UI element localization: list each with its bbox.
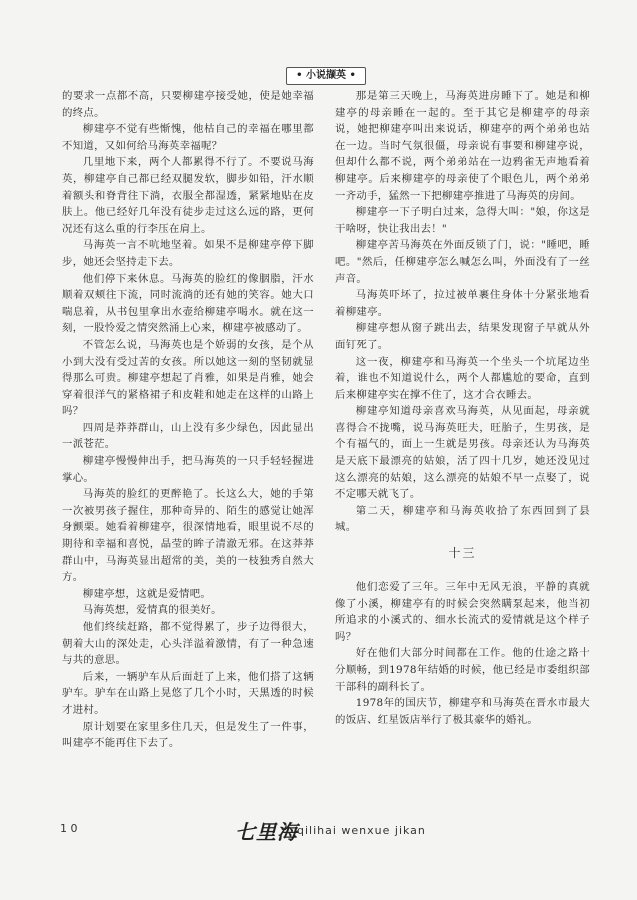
paragraph: 第二天，柳建亭和马海英收拾了东西回到了县城。: [335, 504, 590, 534]
paragraph: 他们恋爱了三年。三年中无风无浪，平静的真就像了小溪，柳建亭有的时候会突然瞒泵起来，他当初所追求的小溪式的、细水长流式的爱情就是这个样子吗？: [335, 581, 590, 643]
paragraph: 柳建亭想从窗子跳出去，结果发现窗子早就从外面钉死了。: [335, 322, 590, 351]
paragraph: 他们停下来休息。马海英的脸红的像胭脂，汗水顺着双颊往下流，同时流淌的还有她的笑容。她大口喘息着，从书包里拿出水壶给柳建亭喝水。就在这一刻，一股怜爱之情突然涌上心来，柳建亭被感动了。: [62, 272, 314, 335]
paragraph: 马海英想，爱情真的很美好。: [82, 604, 222, 617]
paragraph: 柳建亭慢慢伸出手，把马海英的一只手轻轻握进掌心。: [62, 455, 314, 484]
section-label-banner: • 小说撷英 •: [286, 67, 366, 85]
paragraph: 几里地下来，两个人都累得不行了。不要说马海英，柳建亭自己都已经双腿发软，脚步如铅，汗水顺着额头和脊背往下淌，衣服全都湿透，紧紧地贴在皮肤上。他已经好几年没有徒步走过这么远的路，更何况还有这么重的行李压在肩上。: [62, 156, 314, 235]
paragraph: 后来，一辆驴车从后面赶了上来，他们搭了这辆驴车。驴车在山路上晃悠了几个小时，天黑透的时候才进村。: [62, 670, 314, 716]
paragraph: 好在他们大部分时间都在工作。他的仕途之路十分顺畅，到1978年结婚的时候，他已经是市委组织部干部科的副科长了。: [335, 647, 590, 693]
page-footer: [0, 822, 637, 852]
paragraph: 马海英吓坏了，拉过被单裹住身体十分紧张地看着柳建亭。: [335, 289, 590, 318]
paragraph: 柳建亭不觉有些惭愧，他枯自己的幸福在哪里都不知道，又如何给马海英幸福呢？: [62, 123, 314, 152]
paragraph: 柳建亭一下子明白过来，急得大叫："娘，你这是干啥呀，快让我出去！": [335, 206, 590, 235]
journal-logo: 七里海: [235, 820, 298, 844]
paragraph: 这一夜，柳建亭和马海英一个坐头一个坑尾边坐着，谁也不知道说什么，两个人都尴尬的要命，直到后来柳建亭实在撑不住了，这才合衣睡去。: [335, 355, 590, 401]
paragraph: 不管怎么说，马海英也是个娇弱的女孩，是个从小到大没有受过苦的女孩。所以她这一刻的坚韧就显得那么可贵。柳建亭想起了肖雅，如果是肖雅，她会穿着很洋气的紧格裙子和皮鞋和她走在这样的山路上吗？: [62, 338, 314, 418]
page-number: 1 0: [60, 822, 78, 835]
left-column: [62, 88, 314, 752]
paragraph: 四周是莽莽群山，山上没有多少绿色，因此显出一派苍茫。: [62, 421, 314, 451]
right-column-top: [335, 88, 590, 536]
right-column-bottom: [335, 579, 590, 728]
paragraph: 柳建亭苦马海英在外面反锁了门，说："睡吧，睡吧。"然后，任柳建亭怎么喊怎么叫，外面没有了一丝声音。: [335, 239, 590, 285]
right-column: [335, 88, 590, 728]
paragraph: 马海英的脸红的更醉艳了。长这么大，她的手第一次被男孩子握住，那种奇异的、陌生的感觉让她浑身颤栗。她看着柳建亭，很深情地看，眼里说不尽的期待和幸福和喜悦，晶莹的眸子清澈无邪。在这莽莽群山中，马海英显出超常的美，美的一枝独秀自然大方。: [62, 488, 314, 584]
paragraph: 的要求一点都不高，只要柳建亭接受她，使是她幸福的终点。: [62, 90, 314, 119]
paragraph: 原计划要在家里多住几天，但是发生了一件事，叫建亭不能再住下去了。: [62, 720, 314, 750]
paragraph: 1978年的国庆节，柳建亭和马海英在晋水市最大的饭店、红星饭店举行了极其豪华的婚礼。: [335, 697, 590, 726]
paragraph: 马海英一言不吭地坚着。如果不是柳建亭停下脚步，她还会坚持走下去。: [62, 239, 314, 268]
paragraph: 他们终续赶路，都不觉得累了，步子边得很大，朝着大山的深处走，心头洋溢着激情，有了一种急速与共的意思。: [62, 621, 314, 667]
section-number: 十三: [448, 546, 477, 561]
journal-pinyin: qilihai wenxue jikan: [297, 824, 426, 837]
paragraph: 柳建亭想，这就是爱情吧。: [82, 587, 212, 600]
paragraph: 柳建亭知道母亲喜欢马海英，从见面起，母亲就喜得合不拢嘴，说马海英旺夫，旺胎子，生男孩，是个有福气的，面上一生就是男孩。母亲还认为马海英是天底下最漂亮的姑娘，活了四十几岁，她还没见过这么漂亮的姑娘，这么漂亮的姑娘不早一点娶了，说不定哪天就飞了。: [335, 405, 590, 501]
paragraph: 那是第三天晚上，马海英进房睡下了。她是和柳建亭的母亲睡在一起的。至于其它是柳建亭的母亲说，她把柳建亭叫出来说话，柳建亭的两个弟弟也站在一边。当时气氛很僵，母亲说有事要和柳建亭说，但却什么都不说，两个弟弟站在一边鸦雀无声地看着柳建亭。后来柳建亭的母亲使了个眼色儿，两个弟弟一齐动手，猛然一下把柳建亭推进了马海英的房间。: [335, 90, 590, 202]
